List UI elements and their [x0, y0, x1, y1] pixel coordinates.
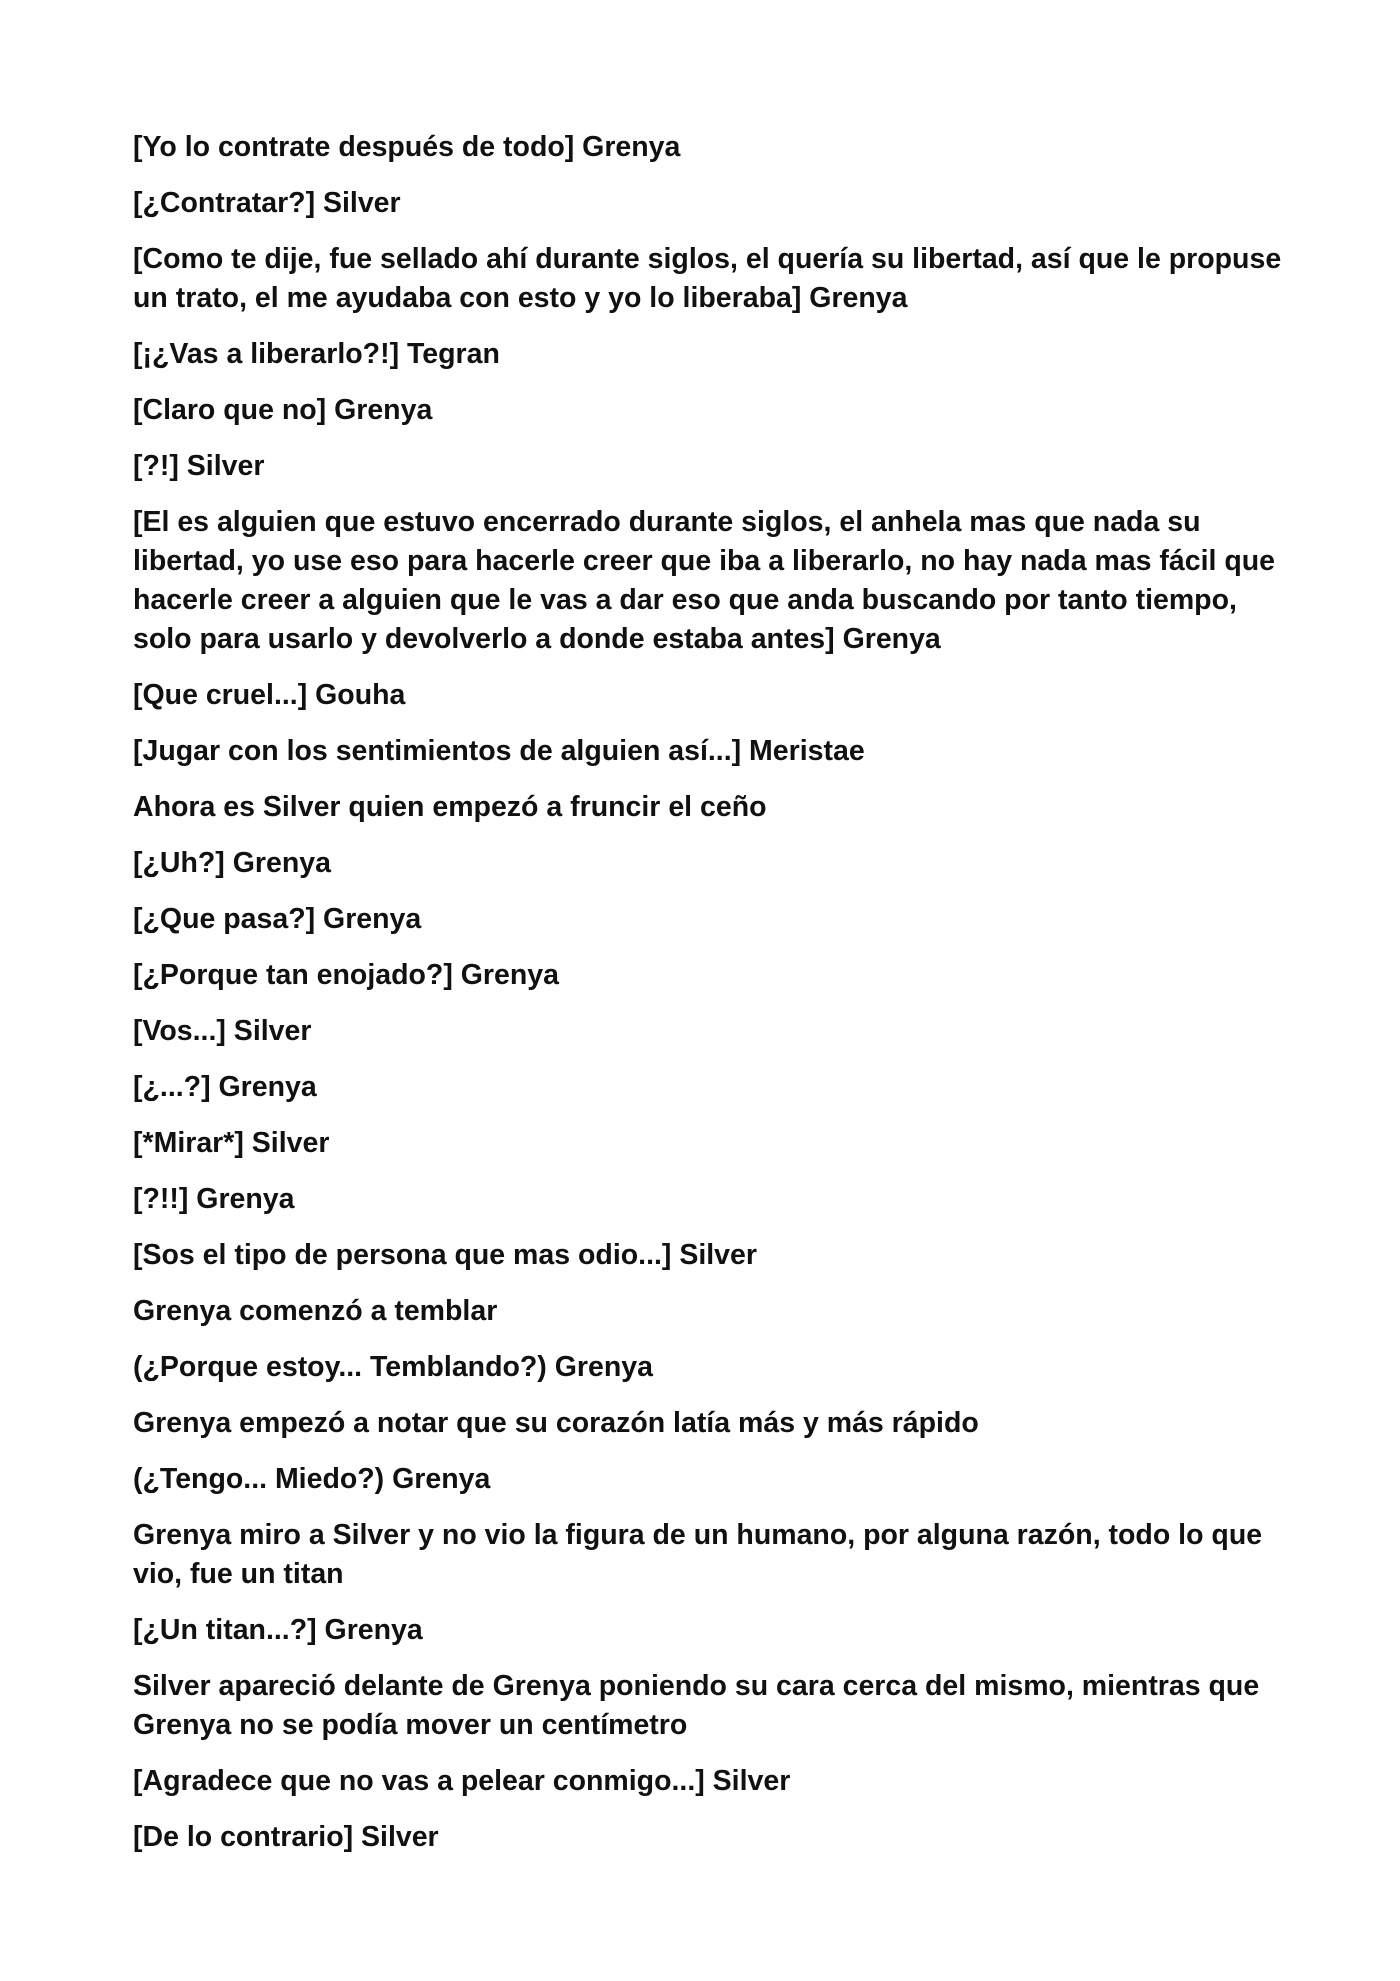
paragraph: [?!] Silver [133, 450, 265, 482]
paragraph: [Claro que no] Grenya [133, 394, 433, 426]
paragraph: [¿Porque tan enojado?] Grenya [133, 959, 559, 991]
paragraph: [El es alguien que estuvo encerrado durante siglos, el anhela mas que nada su libertad, yo use eso para hacerle creer que iba a liberarlo, no hay nada mas fácil que hacerle creer a alguien que le vas a dar eso que anda buscando por tanto tiempo, solo para usarlo y devolverlo a donde estaba antes] Grenya [133, 506, 1276, 655]
paragraph: [Yo lo contrate después de todo] Grenya [133, 131, 681, 163]
paragraph: [Como te dije, fue sellado ahí durante siglos, el quería su libertad, así que le propuse un trato, el me ayudaba con esto y yo lo liberaba] Grenya [133, 243, 1282, 314]
paragraph: [¿Que pasa?] Grenya [133, 903, 422, 935]
paragraph: Grenya miro a Silver y no vio la figura de un humano, por alguna razón, todo lo que vio, fue un titan [133, 1519, 1263, 1590]
paragraph: [De lo contrario] Silver [133, 1821, 439, 1853]
paragraph: [Jugar con los sentimientos de alguien así...] Meristae [133, 735, 865, 767]
paragraph: [¿Contratar?] Silver [133, 187, 401, 219]
paragraph: Grenya comenzó a temblar [133, 1295, 498, 1327]
paragraph: Silver apareció delante de Grenya poniendo su cara cerca del mismo, mientras que Grenya no se podía mover un centímetro [133, 1670, 1260, 1741]
paragraph: [Que cruel...] Gouha [133, 679, 406, 711]
paragraph: [Agradece que no vas a pelear conmigo...] Silver [133, 1765, 791, 1797]
paragraph: Ahora es Silver quien empezó a fruncir el ceño [133, 791, 767, 823]
paragraph: [¿Uh?] Grenya [133, 847, 331, 879]
paragraph: [*Mirar*] Silver [133, 1127, 330, 1159]
paragraph: [¿...?] Grenya [133, 1071, 317, 1103]
paragraph: [Sos el tipo de persona que mas odio...] Silver [133, 1239, 757, 1271]
paragraph: (¿Porque estoy... Temblando?) Grenya [133, 1351, 653, 1383]
document-page [133, 128, 1283, 1874]
paragraph: [¿Un titan...?] Grenya [133, 1614, 423, 1646]
paragraph: [?!!] Grenya [133, 1183, 295, 1215]
paragraph: [Vos...] Silver [133, 1015, 312, 1047]
paragraph: Grenya empezó a notar que su corazón latía más y más rápido [133, 1407, 979, 1439]
paragraph: [¡¿Vas a liberarlo?!] Tegran [133, 338, 500, 370]
paragraph: (¿Tengo... Miedo?) Grenya [133, 1463, 491, 1495]
